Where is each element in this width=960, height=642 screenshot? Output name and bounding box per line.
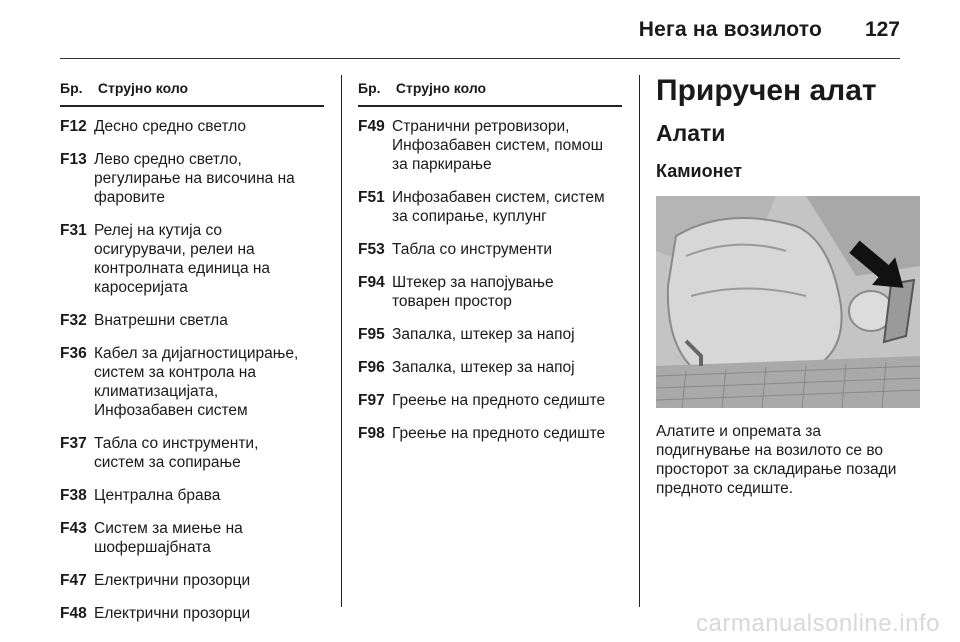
fuse-number: F51 <box>358 189 385 206</box>
fuse-row <box>60 519 324 557</box>
fuse-circuit: Запалка, штекер за напој <box>392 359 575 376</box>
fuse-number: F96 <box>358 359 385 376</box>
fuse-number: F53 <box>358 241 385 258</box>
fuse-row <box>60 311 324 330</box>
fuse-circuit: Лево средно светло, регулирање на височина на фаровите <box>94 151 295 206</box>
fuse-circuit: Централна брава <box>94 487 221 504</box>
section-title: Приручен алат <box>656 74 877 107</box>
fuse-number: F13 <box>60 151 87 168</box>
table-header <box>60 80 324 107</box>
header-title: Нега на возилото <box>638 18 822 41</box>
fuse-circuit: Внатрешни светла <box>94 312 228 329</box>
watermark: carmanualsonline.info <box>696 610 940 637</box>
fuse-table-column-1 <box>60 80 324 637</box>
fuse-row <box>60 117 324 136</box>
fuse-row <box>358 424 622 443</box>
fuse-number: F43 <box>60 520 87 537</box>
fuse-row <box>60 604 324 623</box>
fuse-row <box>358 117 622 174</box>
fuse-circuit: Електрични прозорци <box>94 605 251 622</box>
vehicle-variant-heading: Камионет <box>656 161 743 181</box>
tools-section <box>656 74 918 498</box>
column-divider <box>341 75 342 607</box>
header-circuit: Струјно коло <box>395 80 487 96</box>
fuse-table-column-2 <box>358 80 622 457</box>
fuse-row <box>358 240 622 259</box>
fuse-number: F48 <box>60 605 87 622</box>
fuse-rows <box>60 117 324 623</box>
fuse-row <box>60 486 324 505</box>
section-subtitle: Алати <box>656 120 726 146</box>
photo-caption: Алатите и опремата за подигнување на возилото се во просторот за складирање позади предното седиште. <box>656 423 897 497</box>
fuse-number: F95 <box>358 326 385 343</box>
fuse-number: F98 <box>358 425 385 442</box>
fuse-number: F49 <box>358 118 385 135</box>
fuse-number: F38 <box>60 487 87 504</box>
fuse-circuit: Запалка, штекер за напој <box>392 326 575 343</box>
fuse-row <box>358 325 622 344</box>
fuse-row <box>358 358 622 377</box>
fuse-number: F47 <box>60 572 87 589</box>
page-header <box>60 0 900 59</box>
fuse-circuit: Греење на предното седиште <box>392 392 606 409</box>
fuse-rows <box>358 117 622 443</box>
fuse-row <box>358 188 622 226</box>
fuse-circuit: Табла со инструменти, систем за сопирање <box>94 435 259 471</box>
fuse-number: F12 <box>60 118 87 135</box>
fuse-row <box>358 391 622 410</box>
fuse-row <box>60 150 324 207</box>
fuse-row <box>60 221 324 297</box>
header-number: Бр. <box>358 80 381 96</box>
fuse-row <box>60 571 324 590</box>
column-divider <box>639 75 640 607</box>
fuse-number: F97 <box>358 392 385 409</box>
fuse-row <box>358 273 622 311</box>
fuse-circuit: Греење на предното седиште <box>392 425 606 442</box>
fuse-circuit: Кабел за дијагностицирање, систем за контрола на климатизацијата, Инфозабавен систем <box>94 345 299 419</box>
fuse-circuit: Инфозабавен систем, систем за сопирање, куплунг <box>392 189 605 225</box>
fuse-number: F31 <box>60 222 87 239</box>
header-number: Бр. <box>60 80 83 96</box>
fuse-number: F32 <box>60 312 87 329</box>
fuse-circuit: Десно средно светло <box>94 118 247 135</box>
fuse-number: F36 <box>60 345 87 362</box>
fuse-number: F94 <box>358 274 385 291</box>
page-number: 127 <box>864 18 900 41</box>
fuse-row <box>60 344 324 420</box>
fuse-circuit: Систем за миење на шофершајбната <box>94 520 243 556</box>
fuse-circuit: Електрични прозорци <box>94 572 251 589</box>
tool-storage-photo <box>656 196 920 408</box>
fuse-row <box>60 434 324 472</box>
table-header <box>358 80 622 107</box>
fuse-circuit: Штекер за напојување товарен простор <box>392 274 554 310</box>
fuse-number: F37 <box>60 435 87 452</box>
fuse-circuit: Табла со инструменти <box>392 241 553 258</box>
fuse-circuit: Релеј на кутија со осигурувачи, релеи на контролната единица на каросеријата <box>94 222 271 296</box>
header-circuit: Струјно коло <box>97 80 189 96</box>
fuse-circuit: Странични ретровизори, Инфозабавен систем, помош за паркирање <box>392 118 604 173</box>
